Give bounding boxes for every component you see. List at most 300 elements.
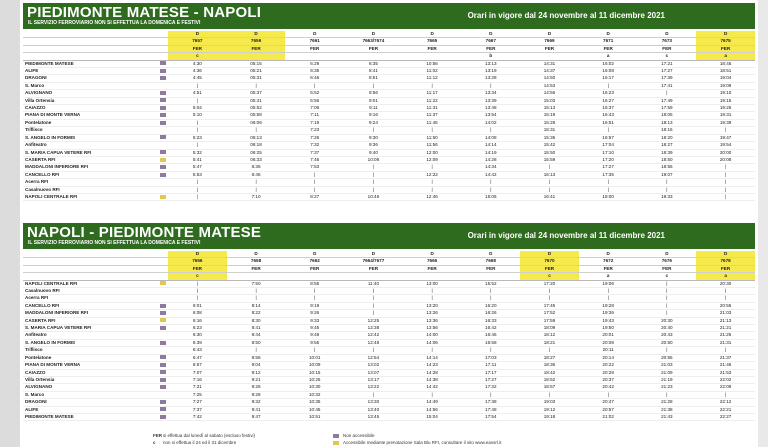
time-cell: |: [520, 186, 579, 193]
no-icon: [158, 288, 168, 295]
time-cell: 9:55: [285, 339, 344, 346]
time-cell: 12:00: [403, 149, 462, 156]
time-cell: 10:46: [344, 193, 403, 200]
table-row: [23, 347, 755, 354]
time-cell: 18:51: [696, 68, 755, 75]
time-cell: 6:46: [227, 171, 286, 178]
time-cell: 16:13: [520, 171, 579, 178]
time-cell: 19:18: [520, 413, 579, 420]
time-cell: 18:57: [520, 384, 579, 391]
table-row: [23, 384, 755, 391]
time-cell: |: [461, 127, 520, 134]
time-cell: 06:18: [227, 142, 286, 149]
time-cell: 13:00: [403, 280, 462, 287]
time-cell: 16:02: [579, 60, 638, 67]
accessible-icon: [158, 156, 168, 163]
time-cell: 13:36: [403, 317, 462, 324]
time-cell: 12:54: [344, 354, 403, 361]
table-row: [23, 82, 755, 89]
time-cell: 17:20: [520, 280, 579, 287]
time-cell: 10:56: [403, 60, 462, 67]
header-cell: D: [168, 251, 227, 258]
legend-accessible-icon: [333, 440, 339, 445]
time-cell: 18:27: [638, 142, 697, 149]
inaccessible-icon: [158, 164, 168, 171]
time-cell: 18:13: [638, 119, 697, 126]
header-cell: FER: [461, 45, 520, 52]
time-cell: 7:37: [168, 406, 227, 413]
time-cell: 17:59: [520, 317, 579, 324]
station-name: DRAGONI: [23, 75, 158, 82]
station-name: PIEDIMONTE MATESE: [23, 413, 158, 420]
time-cell: |: [696, 186, 755, 193]
time-cell: 12:25: [344, 317, 403, 324]
time-cell: 19:36: [579, 310, 638, 317]
time-cell: 18:09: [520, 325, 579, 332]
station-name: S. ANGELO IN FORMIS: [23, 339, 158, 346]
time-cell: |: [403, 186, 462, 193]
time-cell: 12:38: [344, 325, 403, 332]
header-cell: FER: [227, 265, 286, 272]
time-cell: 18:05: [638, 112, 697, 119]
time-cell: 15:06: [461, 193, 520, 200]
time-cell: 05:15: [227, 60, 286, 67]
station-name: MADDALONI INFERIORE RFI: [23, 164, 158, 171]
time-cell: 5:10: [168, 112, 227, 119]
time-cell: 14:14: [461, 142, 520, 149]
time-cell: 18:16: [638, 127, 697, 134]
time-cell: 22:27: [696, 413, 755, 420]
station-name: Triflisco: [23, 127, 158, 134]
table-row: [23, 164, 755, 171]
table-row: [23, 186, 755, 193]
time-cell: |: [344, 310, 403, 317]
time-cell: 14:31: [520, 60, 579, 67]
inaccessible-icon: [158, 75, 168, 82]
time-cell: |: [344, 302, 403, 309]
time-cell: 10:09: [285, 362, 344, 369]
time-cell: 15:31: [520, 127, 579, 134]
time-cell: |: [227, 127, 286, 134]
time-cell: 05:52: [227, 105, 286, 112]
time-cell: 17:20: [579, 156, 638, 163]
no-icon: [158, 82, 168, 89]
time-cell: 9:36: [344, 142, 403, 149]
time-cell: |: [285, 186, 344, 193]
time-cell: 10:25: [285, 376, 344, 383]
time-cell: 14:50: [520, 75, 579, 82]
time-cell: 13:56: [403, 325, 462, 332]
time-cell: 14:56: [403, 406, 462, 413]
table-row: [23, 90, 755, 97]
station-name: CANCELLO RFI: [23, 302, 158, 309]
time-cell: |: [579, 127, 638, 134]
time-cell: 6:16: [168, 317, 227, 324]
time-cell: 6:08: [168, 310, 227, 317]
time-cell: 16:46: [461, 332, 520, 339]
time-cell: 17:04: [579, 142, 638, 149]
header-cell: D: [638, 251, 697, 258]
time-cell: 17:35: [579, 171, 638, 178]
time-cell: 10:15: [285, 369, 344, 376]
header-cell: FER: [520, 45, 579, 52]
header-cell: 7672: [579, 258, 638, 265]
time-cell: 21:21: [696, 325, 755, 332]
table-row: [23, 171, 755, 178]
time-cell: 10:30: [285, 384, 344, 391]
time-cell: 19:50: [579, 325, 638, 332]
section-subtitle: IL SERVIZIO FERROVIARIO NON SI EFFETTUA LA DOMENICA E FESTIVI: [28, 20, 201, 26]
time-cell: 9:26: [227, 384, 286, 391]
time-cell: 16:37: [579, 105, 638, 112]
time-cell: |: [696, 288, 755, 295]
timetable: [23, 251, 755, 421]
time-cell: |: [638, 302, 697, 309]
time-cell: 13:54: [461, 112, 520, 119]
time-cell: 13:45: [344, 413, 403, 420]
header-cell: 7657: [168, 38, 227, 45]
time-cell: 14:49: [403, 399, 462, 406]
time-cell: 20:37: [579, 376, 638, 383]
station-name: CAIAZZO: [23, 105, 158, 112]
time-cell: |: [168, 179, 227, 186]
header-row: [23, 31, 755, 38]
time-cell: 21:19: [638, 376, 697, 383]
time-cell: 17:27: [579, 164, 638, 171]
table-row: [23, 105, 755, 112]
header-cell: 7676: [638, 258, 697, 265]
table-row: [23, 179, 755, 186]
time-cell: 20:30: [638, 317, 697, 324]
time-cell: |: [403, 347, 462, 354]
time-cell: 6:30: [168, 332, 227, 339]
time-cell: 18:45: [696, 60, 755, 67]
time-cell: 11:40: [344, 280, 403, 287]
time-cell: 16:27: [579, 97, 638, 104]
time-cell: |: [638, 179, 697, 186]
inaccessible-icon: [158, 339, 168, 346]
header-cell: FER: [168, 265, 227, 272]
table-row: [23, 339, 755, 346]
header-cell: 7675: [696, 38, 755, 45]
table-row: [23, 310, 755, 317]
header-cell: FER: [285, 265, 344, 272]
time-cell: 21:31: [696, 339, 755, 346]
header-cell: FER: [344, 265, 403, 272]
table-row: [23, 119, 755, 126]
time-cell: |: [344, 186, 403, 193]
header-cell: D: [579, 251, 638, 258]
time-cell: 10:35: [285, 399, 344, 406]
time-cell: |: [638, 186, 697, 193]
time-cell: 9:16: [344, 112, 403, 119]
header-cell: [285, 273, 344, 280]
table-row: [23, 60, 755, 67]
time-cell: 10:08: [344, 156, 403, 163]
legend-inaccessible-text: Non accessibile: [343, 433, 375, 438]
time-cell: |: [579, 82, 638, 89]
time-cell: 18:39: [638, 149, 697, 156]
header-cell: FER: [403, 45, 462, 52]
time-cell: |: [344, 295, 403, 302]
station-name: S. MARIA CAPUA VETERE RFI: [23, 325, 158, 332]
time-cell: 7:07: [168, 369, 227, 376]
no-icon: [158, 179, 168, 186]
time-cell: 21:37: [696, 354, 755, 361]
section-title: PIEDIMONTE MATESE - NAPOLI: [27, 4, 262, 21]
time-cell: |: [285, 82, 344, 89]
legend-fer-text: si effettua dal lunedì al sabato (escluso festivi): [163, 433, 255, 438]
time-cell: 21:46: [696, 362, 755, 369]
legend: [3, 430, 735, 447]
time-cell: 19:03: [520, 399, 579, 406]
time-cell: 16:43: [579, 112, 638, 119]
time-cell: |: [168, 280, 227, 287]
header-cell: D: [227, 31, 286, 38]
header-cell: a: [579, 273, 638, 280]
header-row: [23, 45, 755, 52]
header-cell: c: [168, 273, 227, 280]
header-row: [23, 273, 755, 280]
table-row: [23, 332, 755, 339]
header-cell: FER: [696, 265, 755, 272]
station-name: NAPOLI CENTRALE RFI: [23, 193, 158, 200]
time-cell: 6:43: [168, 347, 227, 354]
time-cell: 10:32: [285, 391, 344, 398]
time-cell: 19:31: [696, 112, 755, 119]
time-cell: 20:14: [579, 354, 638, 361]
time-cell: 7:42: [168, 413, 227, 420]
time-cell: 20:22: [579, 362, 638, 369]
legend-note-text: non si effettua il 24 ed il 31 dicembre: [163, 440, 237, 445]
time-cell: 21:13: [696, 317, 755, 324]
time-cell: 13:13: [461, 60, 520, 67]
time-cell: |: [696, 179, 755, 186]
table-row: [23, 391, 755, 398]
no-icon: [158, 127, 168, 134]
time-cell: 17:48: [461, 406, 520, 413]
time-cell: 19:54: [696, 142, 755, 149]
time-cell: 13:30: [344, 399, 403, 406]
time-cell: 17:41: [638, 82, 697, 89]
time-cell: |: [285, 171, 344, 178]
inaccessible-icon: [158, 399, 168, 406]
time-cell: 13:17: [344, 376, 403, 383]
time-cell: 14:28: [461, 156, 520, 163]
time-cell: 7:21: [168, 384, 227, 391]
header-cell: [461, 273, 520, 280]
header-cell: 7667: [461, 38, 520, 45]
time-cell: 16:08: [579, 68, 638, 75]
header-cell: D: [461, 251, 520, 258]
time-cell: 14:42: [403, 384, 462, 391]
no-icon: [158, 295, 168, 302]
timetable: [23, 31, 755, 201]
table-row: [23, 376, 755, 383]
time-cell: |: [168, 186, 227, 193]
header-cell: D: [638, 31, 697, 38]
inaccessible-icon: [158, 310, 168, 317]
time-cell: 17:45: [520, 302, 579, 309]
time-cell: 4:51: [168, 90, 227, 97]
station-name: PIEDIMONTE MATESE: [23, 60, 158, 67]
time-cell: 17:03: [461, 354, 520, 361]
time-cell: 21:43: [638, 413, 697, 420]
time-cell: 13:39: [461, 97, 520, 104]
station-name: Villa Ortensia: [23, 97, 158, 104]
time-cell: 20:57: [579, 406, 638, 413]
header-cell: 7665: [403, 38, 462, 45]
inaccessible-icon: [158, 302, 168, 309]
time-cell: 12:09: [403, 156, 462, 163]
legend-inaccessible-icon: [333, 433, 339, 438]
time-cell: |: [168, 127, 227, 134]
header-cell: 7669: [520, 38, 579, 45]
time-cell: 5:32: [168, 149, 227, 156]
header-cell: FER: [461, 265, 520, 272]
time-cell: |: [227, 186, 286, 193]
header-cell: c: [520, 273, 579, 280]
time-cell: 14:34: [461, 164, 520, 171]
header-row: [23, 38, 755, 45]
time-cell: |: [227, 179, 286, 186]
header-cell: FER: [638, 265, 697, 272]
inaccessible-icon: [158, 369, 168, 376]
time-cell: 11:56: [403, 142, 462, 149]
time-cell: 15:28: [520, 119, 579, 126]
header-cell: FER: [520, 265, 579, 272]
time-cell: 10:45: [285, 406, 344, 413]
no-icon: [158, 142, 168, 149]
time-cell: |: [285, 179, 344, 186]
inaccessible-icon: [158, 354, 168, 361]
timetable-sheet: [20, 0, 758, 447]
time-cell: |: [461, 295, 520, 302]
validity-text: Orari in vigore dal 24 novembre al 11 dicembre 2021: [467, 11, 665, 20]
time-cell: 18:50: [638, 156, 697, 163]
time-cell: 17:38: [461, 399, 520, 406]
time-cell: |: [520, 391, 579, 398]
time-cell: 8:50: [227, 339, 286, 346]
time-cell: |: [168, 288, 227, 295]
header-cell: D: [285, 251, 344, 258]
time-cell: |: [696, 347, 755, 354]
time-cell: 14:53: [520, 82, 579, 89]
time-cell: |: [403, 127, 462, 134]
time-cell: 6:36: [227, 164, 286, 171]
header-cell: D: [696, 251, 755, 258]
time-cell: 9:19: [285, 302, 344, 309]
time-cell: 17:39: [638, 75, 697, 82]
time-cell: 15:03: [520, 97, 579, 104]
header-cell: D: [403, 31, 462, 38]
time-cell: 17:59: [638, 105, 697, 112]
time-cell: |: [285, 347, 344, 354]
time-cell: |: [461, 391, 520, 398]
time-cell: 06:33: [227, 156, 286, 163]
time-cell: 11:50: [403, 134, 462, 141]
time-cell: 19:04: [696, 75, 755, 82]
time-cell: 4:45: [168, 75, 227, 82]
time-cell: |: [579, 288, 638, 295]
table-row: [23, 354, 755, 361]
header-cell: 7658: [227, 258, 286, 265]
time-cell: |: [227, 347, 286, 354]
time-cell: 7:46: [285, 156, 344, 163]
time-cell: 9:30: [344, 134, 403, 141]
table-row: [23, 413, 755, 420]
time-cell: 14:56: [520, 90, 579, 97]
time-cell: 05:37: [227, 90, 286, 97]
legend-accessible-text: Accessibile mediante prenotazione Sala Blu RFI, consultare il sito www.eavsrl.it: [343, 440, 502, 445]
time-cell: 14:28: [403, 369, 462, 376]
time-cell: 17:27: [638, 68, 697, 75]
time-cell: 20:43: [638, 332, 697, 339]
header-cell: FER: [168, 45, 227, 52]
header-cell: [227, 273, 286, 280]
inaccessible-icon: [158, 171, 168, 178]
time-cell: 16:20: [461, 302, 520, 309]
inaccessible-icon: [158, 406, 168, 413]
time-cell: |: [638, 391, 697, 398]
time-cell: 20:55: [638, 354, 697, 361]
no-icon: [158, 332, 168, 339]
accessible-icon: [158, 280, 168, 287]
inaccessible-icon: [158, 384, 168, 391]
time-cell: 11:45: [403, 119, 462, 126]
station-name: Acerra RFI: [23, 179, 158, 186]
time-cell: 8:30: [227, 317, 286, 324]
time-cell: 8:44: [227, 332, 286, 339]
time-cell: 11:37: [403, 112, 462, 119]
time-cell: 06:06: [227, 119, 286, 126]
time-cell: 19:33: [638, 193, 697, 200]
time-cell: |: [638, 295, 697, 302]
header-cell: D: [520, 31, 579, 38]
table-row: [23, 399, 755, 406]
time-cell: 14:00: [403, 332, 462, 339]
time-cell: |: [227, 82, 286, 89]
time-cell: 4:30: [168, 60, 227, 67]
header-cell: a: [579, 53, 638, 60]
time-cell: 13:28: [461, 75, 520, 82]
time-cell: 11:17: [403, 90, 462, 97]
time-cell: 16:57: [579, 134, 638, 141]
table-row: [23, 149, 755, 156]
time-cell: 17:27: [461, 376, 520, 383]
time-cell: 8:41: [227, 325, 286, 332]
time-cell: 9:32: [227, 399, 286, 406]
time-cell: 5:04: [168, 105, 227, 112]
time-cell: |: [227, 288, 286, 295]
header-cell: FER: [638, 45, 697, 52]
header-cell: 7666: [403, 258, 462, 265]
time-cell: |: [520, 347, 579, 354]
time-cell: 16:23: [579, 90, 638, 97]
time-cell: |: [579, 179, 638, 186]
time-cell: 7:27: [168, 399, 227, 406]
time-cell: 20:30: [696, 280, 755, 287]
time-cell: 05:41: [227, 97, 286, 104]
time-cell: 17:21: [638, 60, 697, 67]
time-cell: 13:26: [403, 310, 462, 317]
time-cell: 8:51: [344, 75, 403, 82]
header-cell: 7664/7677: [344, 258, 403, 265]
time-cell: |: [344, 288, 403, 295]
time-cell: |: [696, 295, 755, 302]
header-cell: FER: [579, 265, 638, 272]
station-name: S. ANGELO IN FORMIS: [23, 134, 158, 141]
